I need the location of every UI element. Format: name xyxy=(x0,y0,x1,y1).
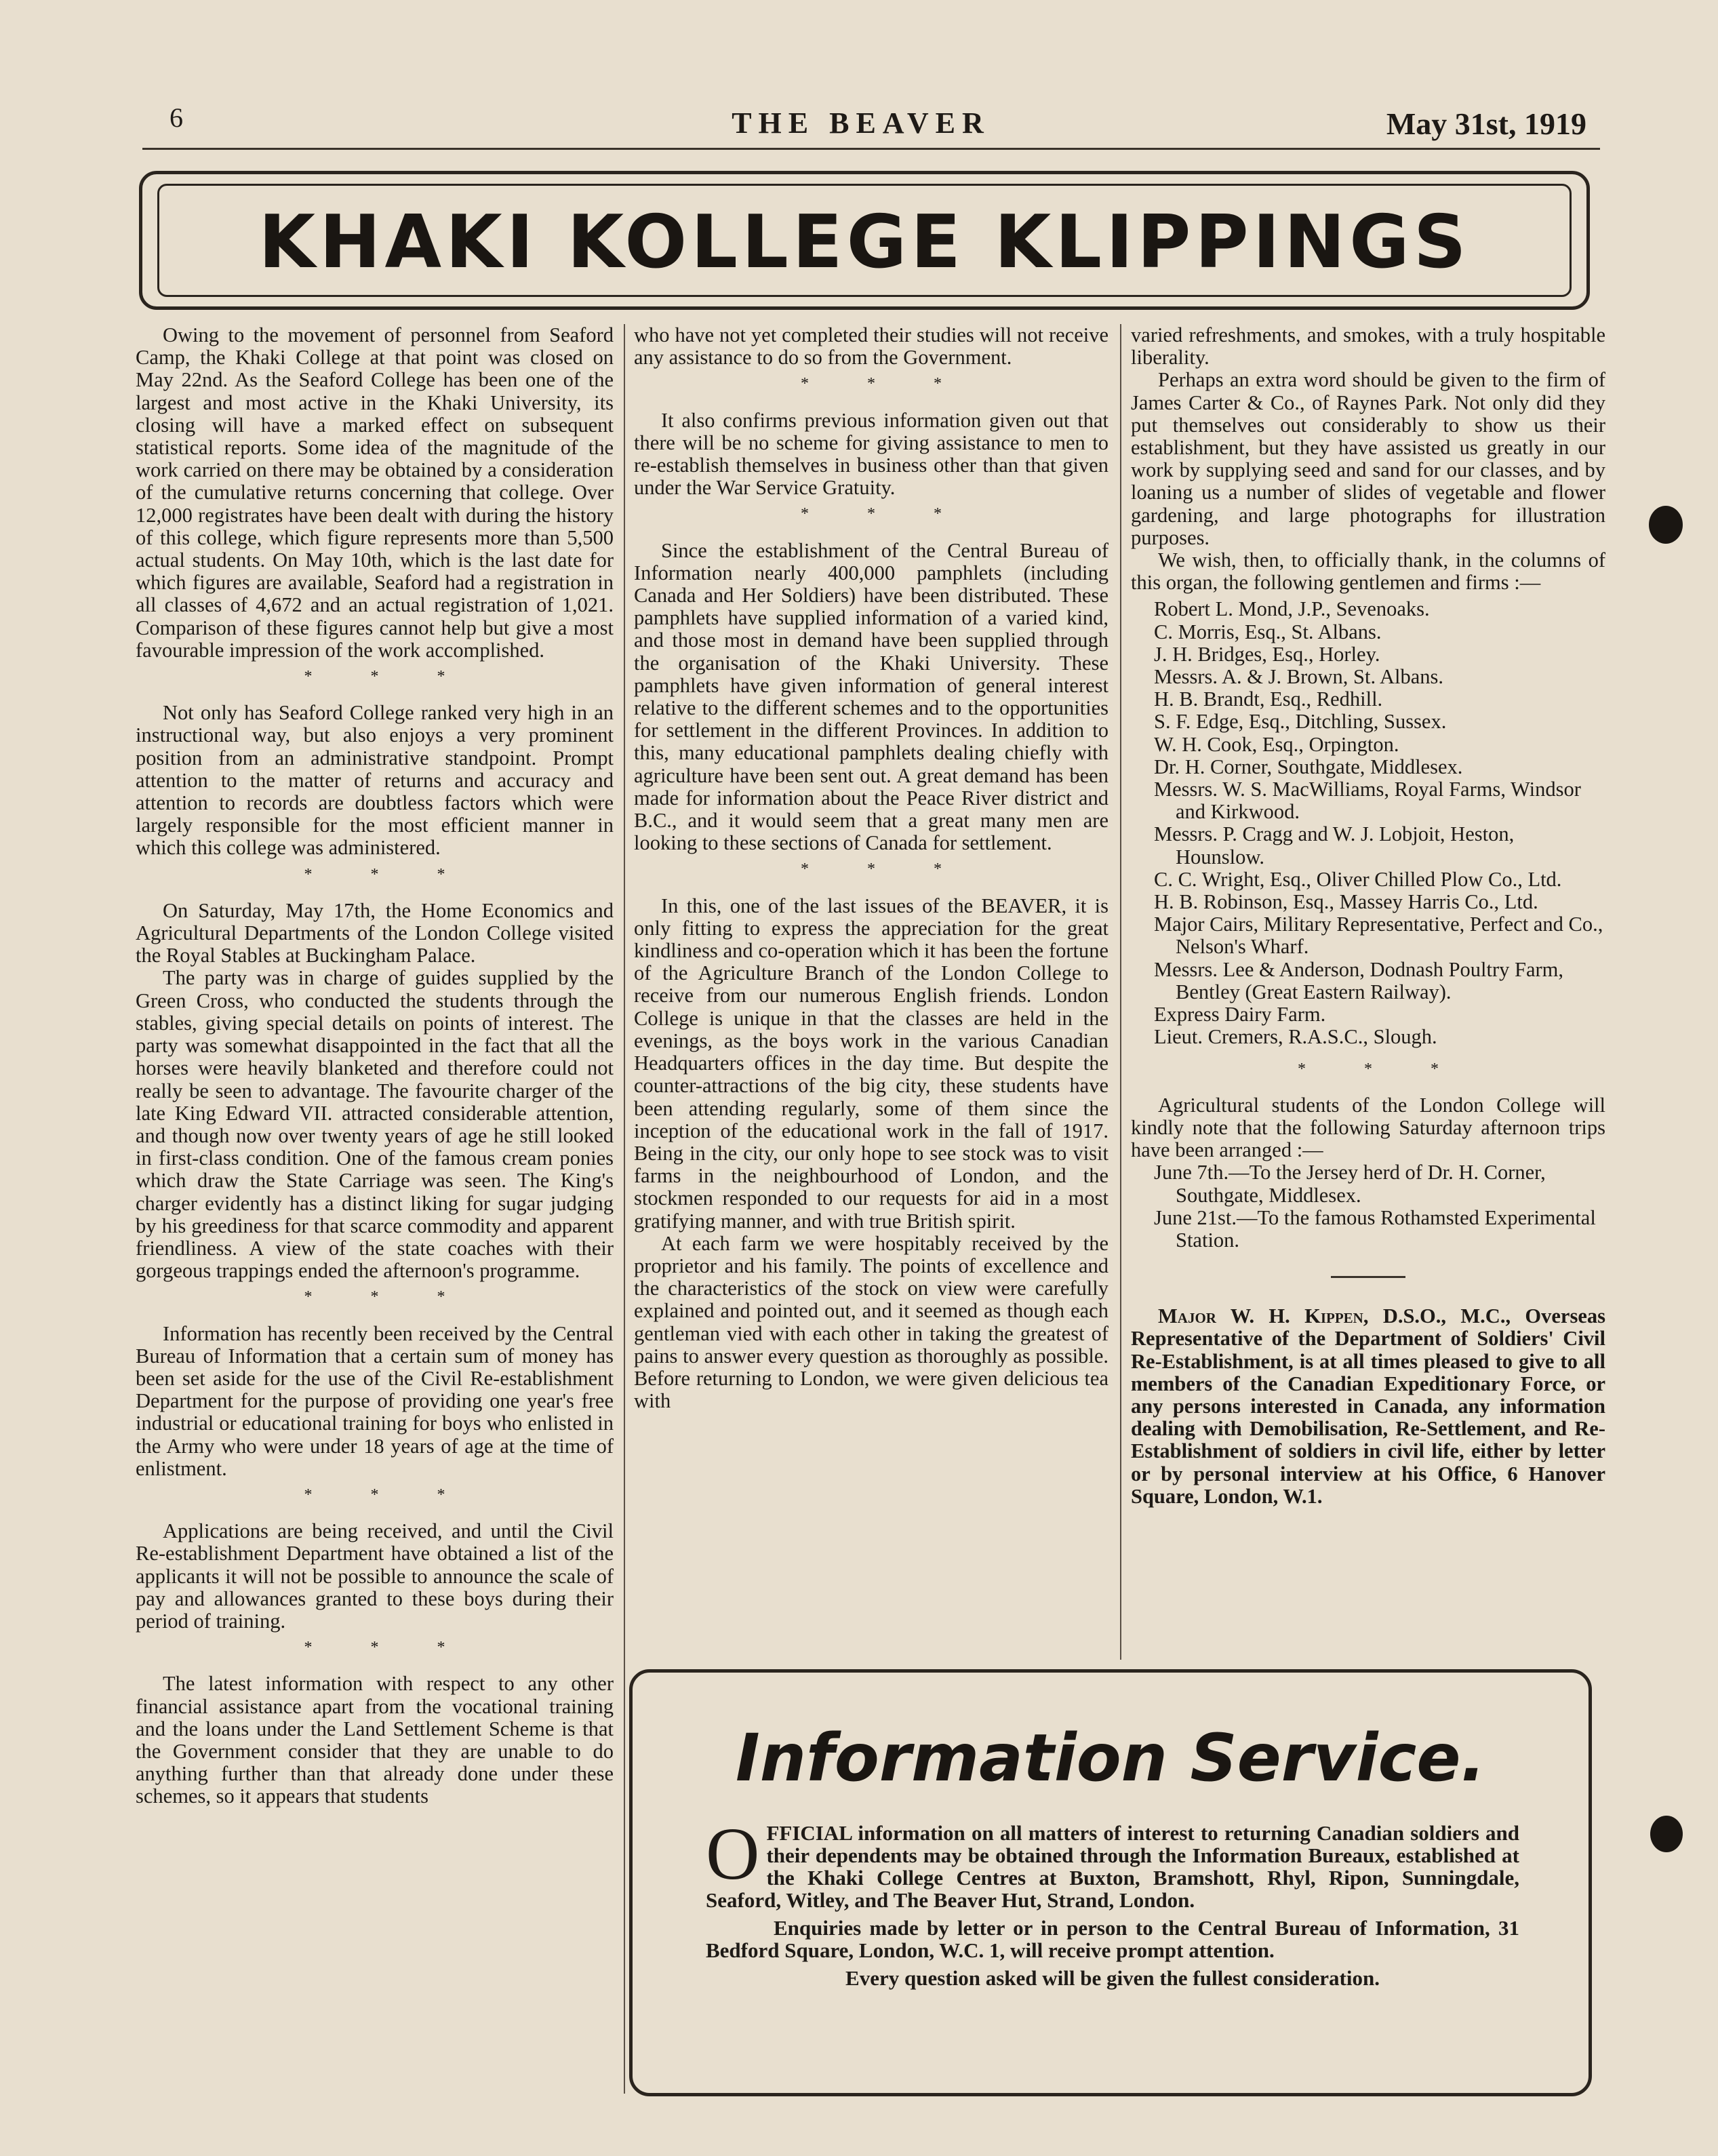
list-item: W. H. Cook, Esq., Orpington. xyxy=(1154,732,1399,756)
issue-date: May 31st, 1919 xyxy=(1386,106,1586,141)
list-item: Express Dairy Farm. xyxy=(1154,1003,1326,1026)
page-number: 6 xyxy=(169,102,183,133)
article-paragraph: Since the establishment of the Central Bureau of Information nearly 400,000 pamphlets (including Canada and Her Soldiers) have been distributed. These pamphlets have supplied information of a varied kind, and those most in demand have been supplied through the organisation of the Khaki University. These pamphlets have given information of general interest relative to the different schemes and to the opportunities for settlement in the different Provinces. In addition to this, many educational pamphlets dealing chiefly with agriculture have been sent out. A great demand has been made for information about the Peace River district and B.C., and it would seem that a great many men are looking to these sections of Canada for settlement. xyxy=(634,538,1108,855)
masthead-title: KHAKI KOLLEGE KLIPPINGS xyxy=(258,200,1471,285)
article-paragraph: Information has recently been received by the Central Bureau of Information that a certain sum of money has been set aside for the use of the Civil Re-establishment Department for the purpose of providing one year's free industrial or educational training for boys who enlisted in the Army who were under 18 years of age at the time of enlistment. xyxy=(136,1321,614,1480)
article-paragraph: It also confirms previous information given out that there will be no scheme for giving assistance to men to re-establish themselves in business other than that given under the War Service Gratuity. xyxy=(634,408,1108,500)
trips-list xyxy=(1131,1161,1605,1252)
list-item: S. F. Edge, Esq., Ditchling, Sussex. xyxy=(1154,710,1447,734)
kippen-text: , D.S.O., M.C., Overseas Representative of the Department of Soldiers' Civil Re-Establishment, is at all times pleased to give to all members of the Canadian Expeditionary Force, or any persons interested in Canada, any information dealing with Demobilisation, Re-Settlement, and Re-Establishment of soldiers in civil life, either by letter or by personal interview at his Office, 6 Hanover Square, London, W.1. xyxy=(1131,1304,1605,1508)
article-paragraph: On Saturday, May 17th, the Home Economics and Agricultural Departments of the London College visited the Royal Stables at Buckingham Palace. xyxy=(136,898,614,967)
article-paragraph: Perhaps an extra word should be given to the firm of James Carter & Co., of Raynes Park. Not only did they put themselves out considerably to show us their establishment, but they have assisted us greatly in our work by supplying seed and sand for our classes, and by loaning us a number of slides of vegetable and flower gardening, and large photographs for illustration purposes. xyxy=(1131,368,1605,549)
list-item: C. Morris, Esq., St. Albans. xyxy=(1154,620,1382,643)
list-item: Major Cairs, Military Representative, Perfect and Co., Nelson's Wharf. xyxy=(1154,913,1603,959)
column-divider xyxy=(1120,324,1121,1660)
section-separator: * * * xyxy=(801,860,969,879)
running-header xyxy=(136,102,1586,149)
info-service-body xyxy=(706,1812,1519,1995)
list-item: Messrs. A. & J. Brown, St. Albans. xyxy=(1154,665,1444,689)
publication-title: THE BEAVER xyxy=(732,106,991,140)
drop-cap: O xyxy=(706,1812,760,1895)
section-separator: * * * xyxy=(304,1485,473,1504)
ink-blot xyxy=(1649,506,1683,544)
kippen-name: Major W. H. Kippen xyxy=(1158,1304,1363,1328)
column-divider xyxy=(624,324,625,2094)
information-service-box xyxy=(629,1669,1592,2096)
article-paragraph: The party was in charge of guides supplied by the Green Cross, who conducted the students through the stables, giving special details on points of interest. The party was somewhat disappointed in the fact that all the horses were heavily blanketed and therefore could not really be seen to advantage. The favourite charger of the late King Edward VII. attracted considerable attention, and though now over twenty years of age he still looked in first-class condition. One of the famous cream ponies which draw the State Carriage was seen. The King's charger evidently has a distinct liking for sugar judging by his greediness for that scarce commodity and apparent friendliness. A view of the state coaches with their gorgeous trappings ended the afternoon's programme. xyxy=(136,966,614,1283)
column-1 xyxy=(136,324,614,1808)
ink-blot xyxy=(1650,1816,1683,1852)
article-paragraph: Not only has Seaford College ranked very high in an instructional way, but also enjoys a very prominent position from an administrative standpoint. Prompt attention to the matter of returns and accuracy and attention to records are doubtless factors which were largely responsible for the most efficient manner in which this college was administered. xyxy=(136,701,614,860)
list-item: Messrs. P. Cragg and W. J. Lobjoit, Heston, Hounslow. xyxy=(1154,822,1515,869)
short-divider xyxy=(1331,1276,1405,1278)
info-paragraph: Enquiries made by letter or in person to the Central Bureau of Information, 31 Bedford Square, London, W.C. 1, will receive prompt attention. xyxy=(706,1916,1519,1962)
article-paragraph: In this, one of the last issues of the BEAVER, it is only fitting to express the appreciation for the great kindliness and co-operation which it has been the fortune of the Agriculture Branch of the London College to receive from our numerous English friends. London College is unique in that the classes are held in the evenings, as the boys work in the various Canadian Headquarters offices in the day time. But despite the counter-attractions of the big city, these students have been attending regularly, some of them since the inception of the educational work in the fall of 1917. Being in the city, our only hope to see stock was to visit farms in the neighbourhood of London, and the stockmen responded to our requests for aid in a most gratifying manner, and with true British spirit. xyxy=(634,894,1108,1233)
article-paragraph: Owing to the movement of personnel from Seaford Camp, the Khaki College at that point was closed on May 22nd. As the Seaford College has been one of the largest and most active in the Khaki University, its closing will have a marked effect on subsequent statistical reports. Some idea of the magnitude of the work carried on there may be obtained by a consideration of the cumulative returns concerning that college. Over 12,000 registrates have been dealt with during the history of this college, which figure represents more than 5,500 actual students. On May 10th, which is the last date for which figures are available, Seaford had a registration in all classes of 4,672 and an actual registration of 1,021. Comparison of these figures cannot help but give a most favourable impression of the work accomplished. xyxy=(136,323,614,662)
list-item: Robert L. Mond, J.P., Sevenoaks. xyxy=(1154,597,1430,621)
section-separator: * * * xyxy=(304,865,473,883)
list-item: Lieut. Cremers, R.A.S.C., Slough. xyxy=(1154,1025,1437,1049)
section-separator: * * * xyxy=(304,1288,473,1306)
article-paragraph: varied refreshments, and smokes, with a truly hospitable liberality. xyxy=(1131,323,1605,370)
section-separator: * * * xyxy=(1298,1060,1466,1078)
article-paragraph: The latest information with respect to any other financial assistance apart from the vocational training and the loans under the Land Settlement Scheme is that the Government consider that they are unable to do anything further than that already done under these schemes, so it appears that students xyxy=(136,1672,614,1808)
section-separator: * * * xyxy=(801,375,969,393)
info-text: FFICIAL information on all matters of interest to returning Canadian soldiers and their dependents may be obtained through the Information Bureaux, established at the Khaki College Centres at Buxton, Bramshott, Rhyl, Ripon, Sunningdale, Seaford, Witley, and The Beaver Hut, Strand, London. xyxy=(706,1821,1519,1912)
section-separator: * * * xyxy=(304,1639,473,1657)
list-item: Dr. H. Corner, Southgate, Middlesex. xyxy=(1154,755,1463,778)
header-rule xyxy=(142,148,1600,150)
article-paragraph: At each farm we were hospitably received by the proprietor and his family. The points of excellence and the characteristics of the stock on view were carefully explained and pointed out, and it seemed as though each gentleman vied with each other in taking the greatest of pains to answer every question as thoroughly as possible. Before returning to London, we were given delicious tea with xyxy=(634,1231,1108,1413)
column-3 xyxy=(1131,324,1605,1508)
info-closing: Every question asked will be given the fullest consideration. xyxy=(845,1966,1380,1990)
list-item: C. C. Wright, Esq., Oliver Chilled Plow Co., Ltd. xyxy=(1154,867,1562,891)
list-item: June 21st.—To the famous Rothamsted Experimental Station. xyxy=(1154,1205,1596,1252)
article-paragraph: Agricultural students of the London College will kindly note that the following Saturday afternoon trips have been arranged :— xyxy=(1131,1093,1605,1162)
list-item: H. B. Robinson, Esq., Massey Harris Co., Ltd. xyxy=(1154,890,1538,914)
list-item: H. B. Brandt, Esq., Redhill. xyxy=(1154,687,1383,711)
article-paragraph: We wish, then, to officially thank, in the columns of this organ, the following gentlemen and firms :— xyxy=(1131,548,1605,595)
column-2 xyxy=(634,324,1108,1412)
article-paragraph: who have not yet completed their studies will not receive any assistance to do so from the Government. xyxy=(634,323,1108,370)
list-item: June 7th.—To the Jersey herd of Dr. H. Corner, Southgate, Middlesex. xyxy=(1154,1161,1546,1207)
section-separator: * * * xyxy=(801,505,969,523)
info-service-title: Information Service. xyxy=(735,1720,1485,1796)
section-masthead xyxy=(139,171,1590,310)
list-item: Messrs. W. S. MacWilliams, Royal Farms, Windsor and Kirkwood. xyxy=(1154,778,1581,824)
list-item: Messrs. Lee & Anderson, Dodnash Poultry Farm, Bentley (Great Eastern Railway). xyxy=(1154,957,1564,1003)
kippen-notice xyxy=(1131,1305,1605,1508)
article-paragraph: Applications are being received, and until the Civil Re-establishment Department have obtained a list of the applicants it will not be possible to announce the scale of pay and allowances granted to these boys during their period of training. xyxy=(136,1519,614,1633)
info-paragraph xyxy=(706,1812,1519,1912)
thanks-list xyxy=(1131,598,1605,1048)
section-separator: * * * xyxy=(304,668,473,686)
list-item: J. H. Bridges, Esq., Horley. xyxy=(1154,642,1380,666)
